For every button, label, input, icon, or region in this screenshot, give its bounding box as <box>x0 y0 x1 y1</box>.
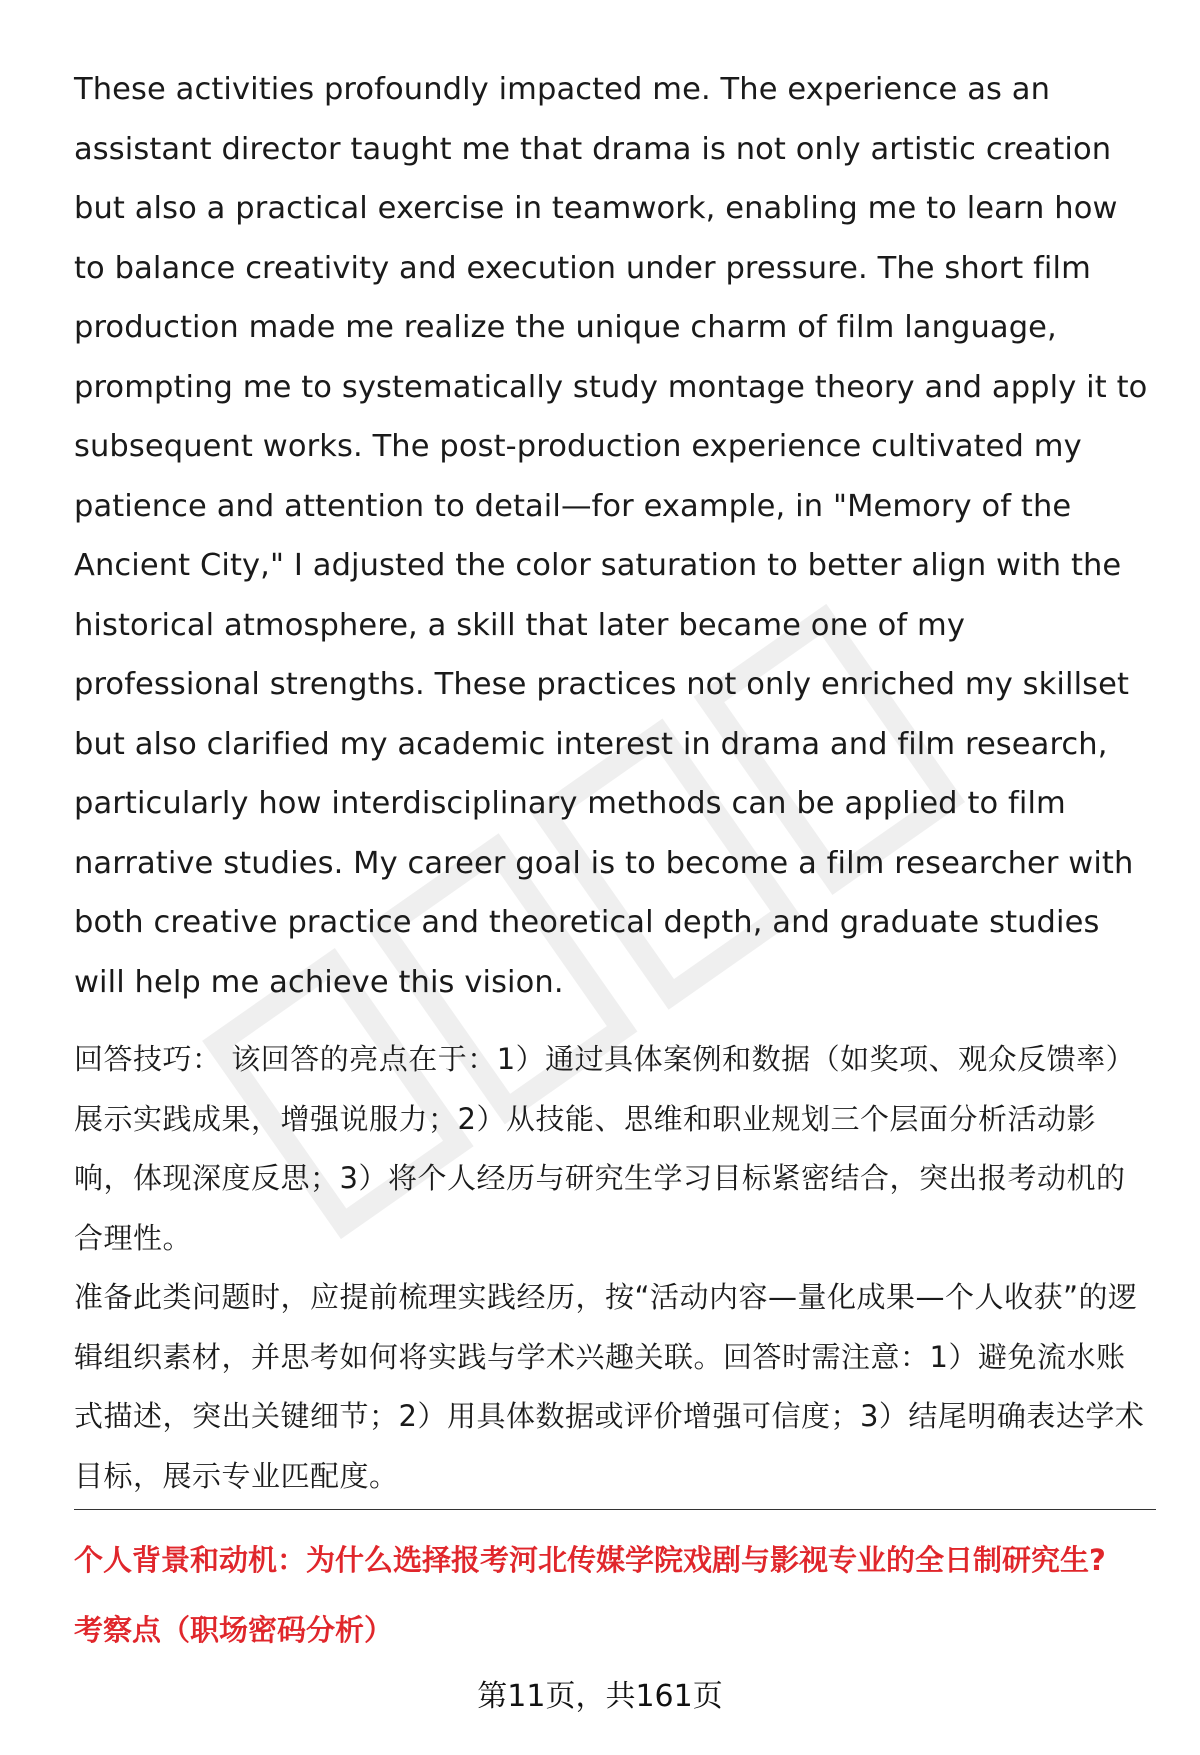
answer-tips: 回答技巧： 该回答的亮点在于：1）通过具体案例和数据（如奖项、观众反馈率）展示实践成果，增强说服力；2）从技能、思维和职业规划三个层面分析活动影响，体现深度反思；3）将个人经历与研究生学习目标紧密结合，突出报考动机的合理性。 <box>74 1042 1136 1255</box>
question-heading: 个人背景和动机：为什么选择报考河北传媒学院戏剧与影视专业的全日制研究生? <box>74 1543 1106 1577</box>
page-number: 第11页，共161页 <box>477 1679 723 1714</box>
preparation-advice: 准备此类问题时，应提前梳理实践经历，按“活动内容—量化成果—个人收获”的逻辑组织素材，并思考如何将实践与学术兴趣关联。回答时需注意：1）避免流水账式描述，突出关键细节；2）用具体数据或评价增强可信度；3）结尾明确表达学术目标，展示专业匹配度。 <box>74 1280 1145 1493</box>
section-divider <box>74 1509 1156 1510</box>
question-subheading: 考察点（职场密码分析） <box>74 1613 394 1647</box>
document-body <box>74 60 1154 1506</box>
essay-paragraph: These activities profoundly impacted me. The experience as an assistant director taught me that drama is not only artistic creation but also a practical exercise in teamwork, enabling me to learn how to balance creativity and execution under pressure. The short film production made me realize the unique charm of film language, prompting me to systematically study montage theory and apply it to subsequent works. The post-production experience cultivated my patience and attention to detail—for example, in "Memory of the Ancient City," I adjusted the color saturation to better align with the historical atmosphere, a skill that later became one of my professional strengths. These practices not only enriched my skillset but also clarified my academic interest in drama and film research, particularly how interdisciplinary methods can be applied to film narrative studies. My career goal is to become a film researcher with both creative practice and theoretical depth, and graduate studies will help me achieve this vision. <box>74 72 1148 1000</box>
